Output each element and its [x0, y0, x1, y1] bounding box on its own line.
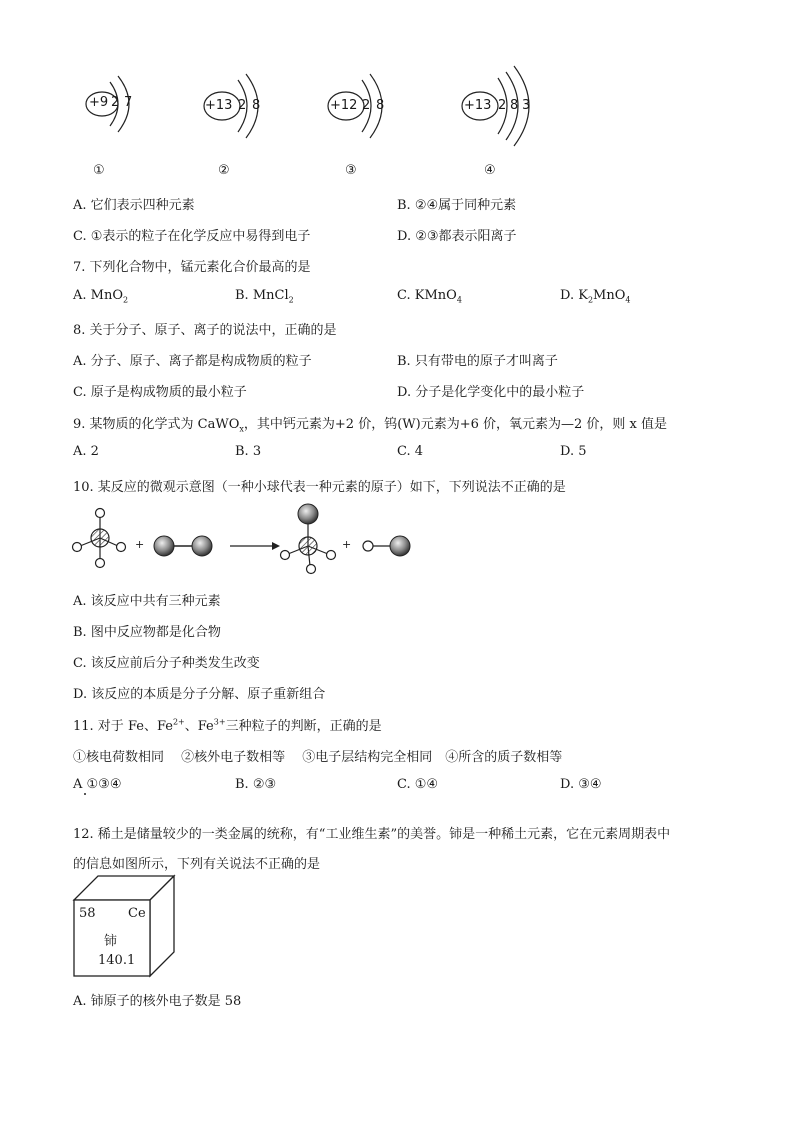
atom-2-shell-2: 8 — [252, 98, 261, 113]
q12-stem-line-2: 的信息如图所示，下列有关说法不正确的是 — [73, 857, 321, 872]
q8-option-c: C. 原子是构成物质的最小粒子 — [73, 385, 247, 400]
q11-option-a: A ①③④ — [73, 777, 122, 792]
element-symbol: Ce — [128, 906, 146, 921]
q7-option-b: B. MnCl$_2$ — [235, 288, 294, 305]
atom-4-shell-1: 2 — [498, 98, 507, 113]
q8-stem: 8. 关于分子、原子、离子的说法中，正确的是 — [73, 323, 337, 338]
q11-option-d: D. ③④ — [560, 777, 602, 792]
q10-stem: 10. 某反应的微观示意图（一种小球代表一种元素的原子）如下，下列说法不正确的是 — [73, 480, 566, 495]
q10-option-d: D. 该反应的本质是分子分解、原子重新组合 — [73, 687, 326, 702]
atom-4-shell-3: 3 — [522, 98, 531, 113]
atom-diagrams — [0, 60, 794, 170]
q11-option-b: B. ②③ — [235, 777, 277, 792]
q7-option-a: A. MnO$_2$ — [73, 288, 129, 305]
q11-option-c: C. ①④ — [397, 777, 439, 792]
element-atomic-mass: 140.1 — [98, 953, 136, 968]
q9-stem: 9. 某物质的化学式为 CaWO$_x$，其中钙元素为+2 价，钨(W)元素为+6 价，氧元素为—2 价，则 x 值是 — [73, 417, 668, 434]
atom-1-shell-1: 2 — [111, 95, 120, 110]
atom-4-shell-2: 8 — [510, 98, 519, 113]
q9-option-c: C. 4 — [397, 444, 424, 459]
q11-statements: ①核电荷数相同 ②核外电子数相等 ③电子层结构完全相同 ④所含的质子数相等 — [73, 750, 563, 765]
q6-option-b: B. ②④属于同种元素 — [397, 198, 517, 213]
q8-option-a: A. 分子、原子、离子都是构成物质的粒子 — [73, 354, 312, 369]
q6-option-c: C. ①表示的粒子在化学反应中易得到电子 — [73, 229, 311, 244]
q9-option-a: A. 2 — [73, 444, 99, 459]
product-molecule-1 — [281, 504, 336, 574]
q8-option-d: D. 分子是化学变化中的最小粒子 — [397, 385, 585, 400]
atom-2-nucleus: +13 — [205, 98, 233, 113]
q7-option-c: C. KMnO$_4$ — [397, 288, 462, 305]
reactant-molecule-2 — [154, 536, 212, 556]
atom-3-shell-2: 8 — [376, 98, 385, 113]
atom-3-label: ③ — [345, 163, 357, 178]
element-name: 铈 — [104, 934, 118, 949]
element-atomic-number: 58 — [79, 906, 96, 921]
q12-stem-line-1: 12. 稀土是储量较少的一类金属的统称，有“工业维生素”的美誉。铈是一种稀土元素，它在元素周期表中 — [73, 827, 671, 842]
reactant-molecule-1 — [73, 509, 126, 568]
stray-dot — [84, 793, 86, 795]
q7-option-d: D. $K_2MnO_4$ — [560, 288, 631, 305]
q10-option-c: C. 该反应前后分子种类发生改变 — [73, 656, 260, 671]
q8-option-b: B. 只有带电的原子才叫离子 — [397, 354, 558, 369]
q10-option-a: A. 该反应中共有三种元素 — [73, 594, 221, 609]
atom-2-shell-1: 2 — [238, 98, 247, 113]
q6-option-a: A. 它们表示四种元素 — [73, 198, 195, 213]
reaction-arrow — [230, 542, 280, 550]
atom-2-label: ② — [218, 163, 230, 178]
atom-3-shell-1: 2 — [362, 98, 371, 113]
atom-4-nucleus: +13 — [464, 98, 492, 113]
product-molecule-2 — [363, 536, 410, 556]
q11-stem: 11. 对于 Fe、$Fe^{2+}$、$Fe^{3+}$三种粒子的判断，正确的是 — [73, 717, 382, 734]
q10-option-b: B. 图中反应物都是化合物 — [73, 625, 221, 640]
q9-option-b: B. 3 — [235, 444, 262, 459]
reaction-plus-1: + — [135, 538, 145, 551]
q7-stem: 7. 下列化合物中，锰元素化合价最高的是 — [73, 260, 311, 275]
atom-4-label: ④ — [484, 163, 496, 178]
atom-1-shell-2: 7 — [124, 95, 133, 110]
atom-1-nucleus: +9 — [89, 95, 109, 110]
q6-option-d: D. ②③都表示阳离子 — [397, 229, 517, 244]
atom-1-label: ① — [93, 163, 105, 178]
atom-3-nucleus: +12 — [330, 98, 358, 113]
reaction-diagram — [60, 500, 430, 580]
q9-option-d: D. 5 — [560, 444, 587, 459]
reaction-plus-2: + — [342, 538, 352, 551]
q12-option-a: A. 铈原子的核外电子数是 58 — [73, 994, 242, 1009]
